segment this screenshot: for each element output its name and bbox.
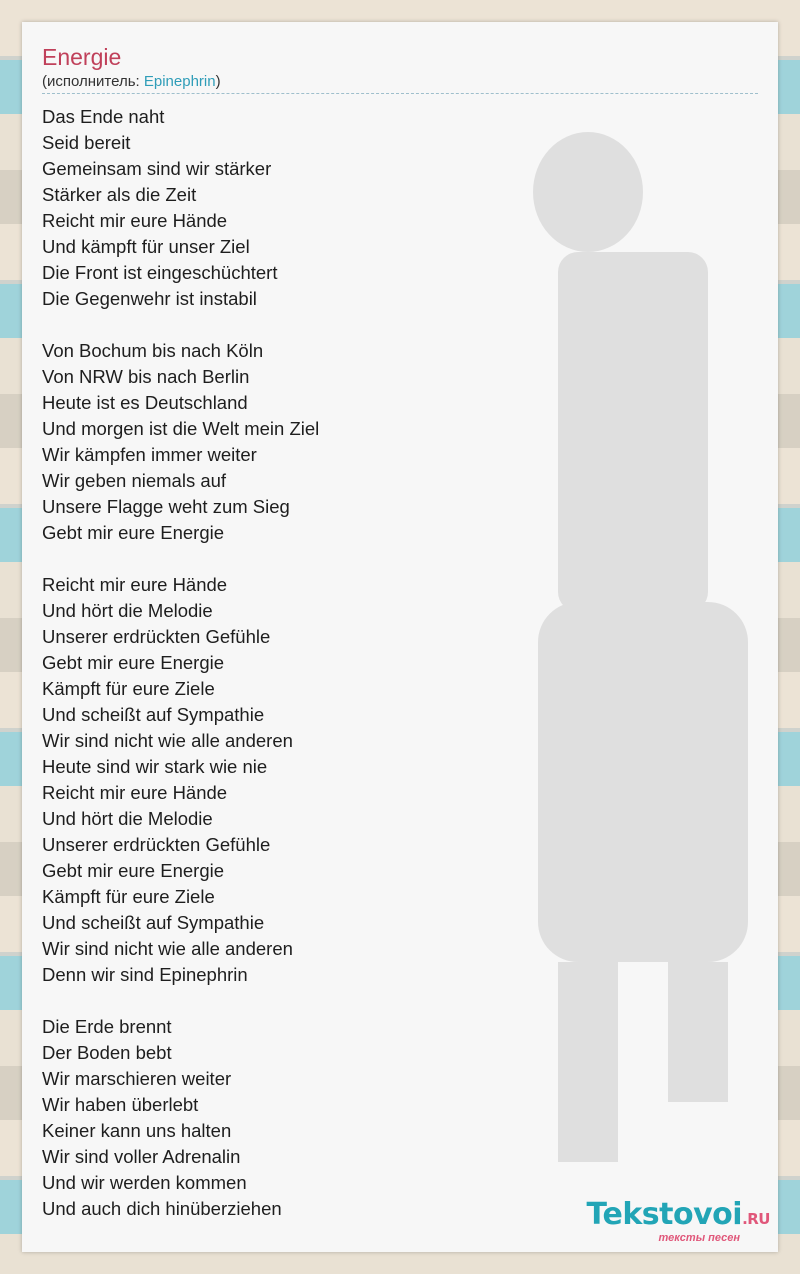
- logo-wordmark: [586, 1197, 770, 1234]
- logo-tld: .RU: [742, 1210, 770, 1228]
- performer-suffix: ): [215, 73, 221, 90]
- lyrics-card: [22, 22, 778, 1252]
- logo-tagline: тексты песен: [658, 1232, 740, 1244]
- title-divider: [42, 93, 758, 94]
- performer-prefix: (исполнитель:: [42, 73, 144, 90]
- site-logo[interactable]: [586, 1197, 770, 1244]
- performer-link[interactable]: Epinephrin: [143, 73, 216, 90]
- song-title: Energie: [42, 44, 122, 70]
- lyrics-text: Das Ende naht Seid bereit Gemeinsam sind wir stärker Stärker als die Zeit Reicht mir eure Hände Und kämpft für unser Ziel Die Front ist eingeschüchtert Die Gegenwehr ist instabil Von Bochum bis nach Köln Von NRW bis nach Berlin Heute ist es Deutschland Und morgen ist die Welt mein Ziel Wir kämpfen immer weiter Wir geben niemals auf Unsere Flagge weht zum Sieg Gebt mir eure Energie Reicht mir eure Hände Und hört die Melodie Unserer erdrückten Gefühle Gebt mir eure Energie Kämpft für eure Ziele Und scheißt auf Sympathie Wir sind nicht wie alle anderen Heute sind wir stark wie nie Reicht mir eure Hände Und hört die Melodie Unserer erdrückten Gefühle Gebt mir eure Energie Kämpft für eure Ziele Und scheißt auf Sympathie Wir sind nicht wie alle anderen Denn wir sind Epinephrin Die Erde brennt Der Boden bebt Wir marschieren weiter Wir haben überlebt Keiner kann uns halten Wir sind voller Adrenalin Und wir werden kommen Und auch dich hinüberziehen: [42, 106, 320, 1219]
- logo-name: Tekstovoi: [586, 1197, 743, 1232]
- performer-line: [42, 73, 221, 90]
